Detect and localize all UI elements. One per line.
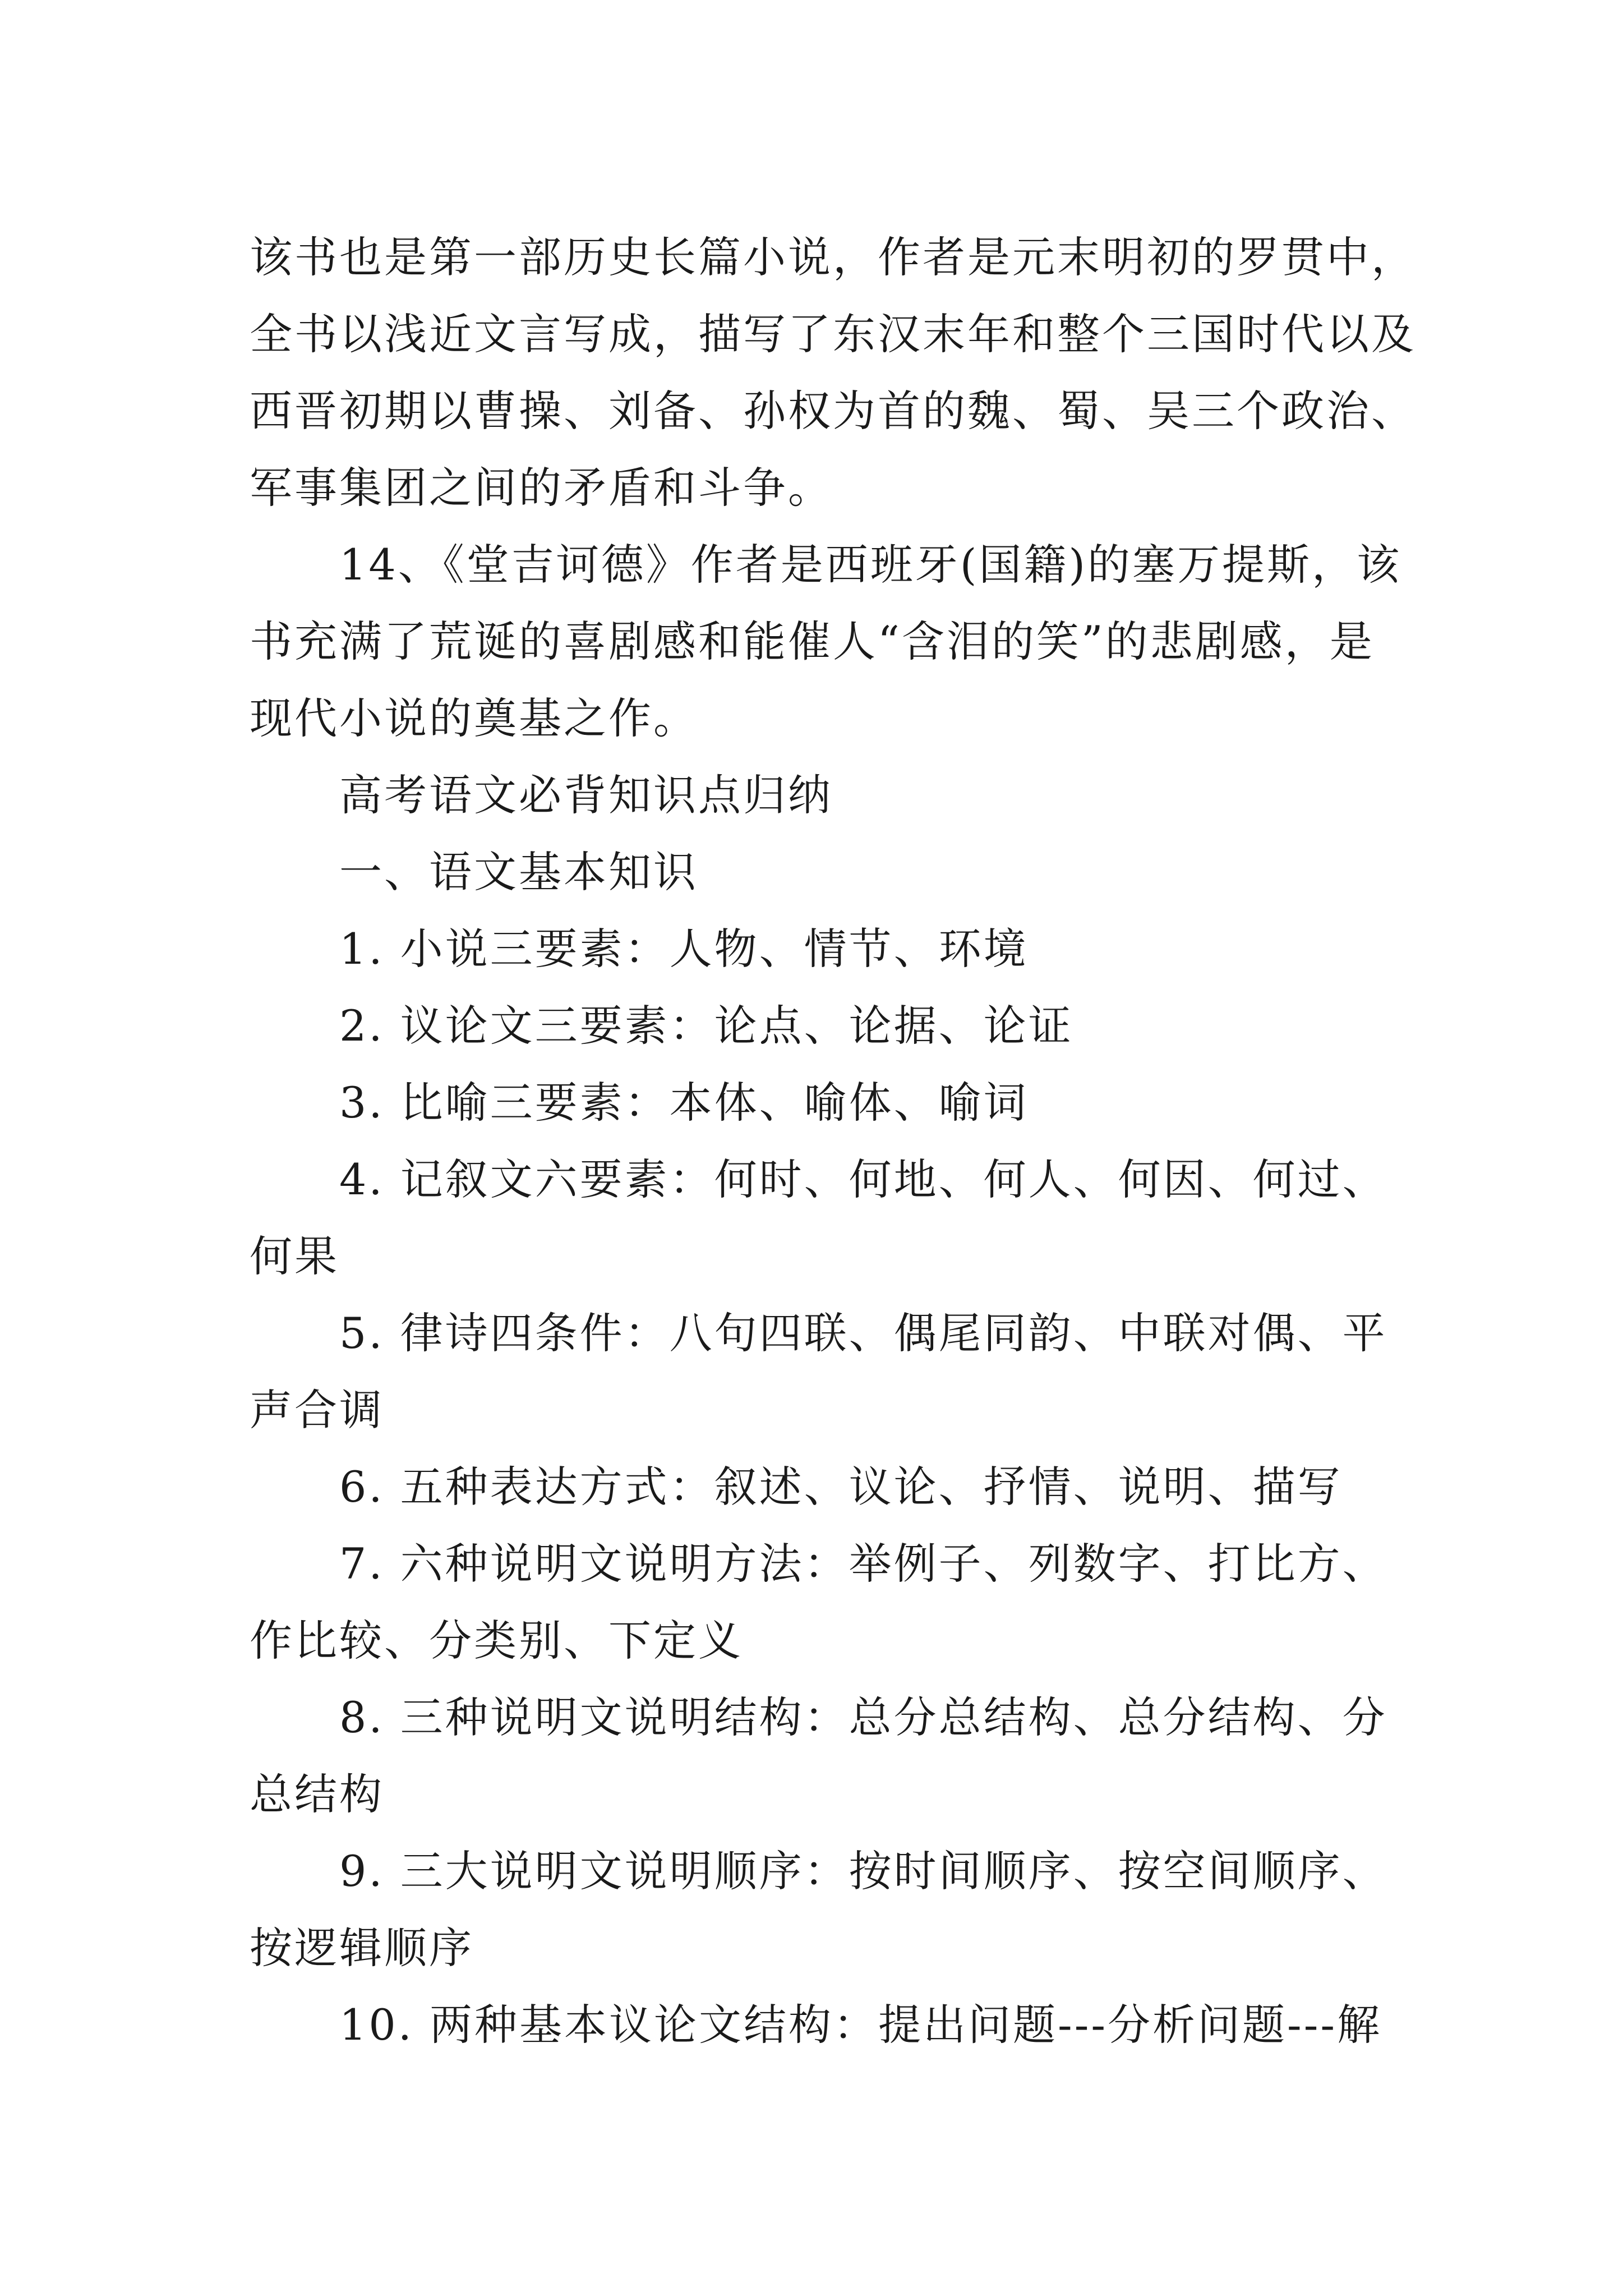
list-item: 5. 律诗四条件：八句四联、偶尾同韵、中联对偶、平 [339, 1308, 1387, 1358]
list-item: 7. 六种说明文说明方法：举例子、列数字、打比方、 [339, 1539, 1387, 1589]
list-item: 8. 三种说明文说明结构：总分总结构、总分结构、分 [339, 1692, 1387, 1742]
list-item: 4. 记叙文六要素：何时、何地、何人、何因、何过、 [339, 1154, 1387, 1204]
list-item-continuation: 总结构 [250, 1769, 384, 1819]
list-item-continuation: 按逻辑顺序 [250, 1923, 474, 1973]
text-line: 该书也是第一部历史长篇小说，作者是元末明初的罗贯中， [250, 232, 1416, 282]
subsection-heading: 一、语文基本知识 [339, 847, 698, 897]
document-body [250, 219, 1416, 2063]
list-item: 2. 议论文三要素：论点、论据、论证 [339, 1001, 1073, 1051]
text-line: 全书以浅近文言写成，描写了东汉末年和整个三国时代以及 [250, 309, 1416, 359]
list-item: 3. 比喻三要素：本体、喻体、喻词 [339, 1078, 1029, 1128]
text-line: 14、《堂吉诃德》作者是西班牙(国籍)的塞万提斯，该 [339, 540, 1402, 590]
list-item-continuation: 声合调 [250, 1385, 384, 1435]
list-item: 6. 五种表达方式：叙述、议论、抒情、说明、描写 [339, 1462, 1343, 1512]
list-item: 10. 两种基本议论文结构：提出问题---分析问题---解 [339, 2000, 1382, 2050]
list-item-continuation: 作比较、分类别、下定义 [250, 1616, 743, 1665]
list-item: 1. 小说三要素：人物、情节、环境 [339, 924, 1029, 974]
text-line: 书充满了荒诞的喜剧感和能催人“含泪的笑”的悲剧感，是 [250, 616, 1375, 666]
text-line: 西晋初期以曹操、刘备、孙权为首的魏、蜀、吴三个政治、 [250, 386, 1416, 436]
text-line: 现代小说的奠基之作。 [250, 693, 698, 743]
text-line: 军事集团之间的矛盾和斗争。 [250, 463, 833, 513]
list-item-continuation: 何果 [250, 1231, 339, 1281]
section-heading: 高考语文必背知识点归纳 [339, 770, 833, 820]
list-item: 9. 三大说明文说明顺序：按时间顺序、按空间顺序、 [339, 1846, 1387, 1896]
